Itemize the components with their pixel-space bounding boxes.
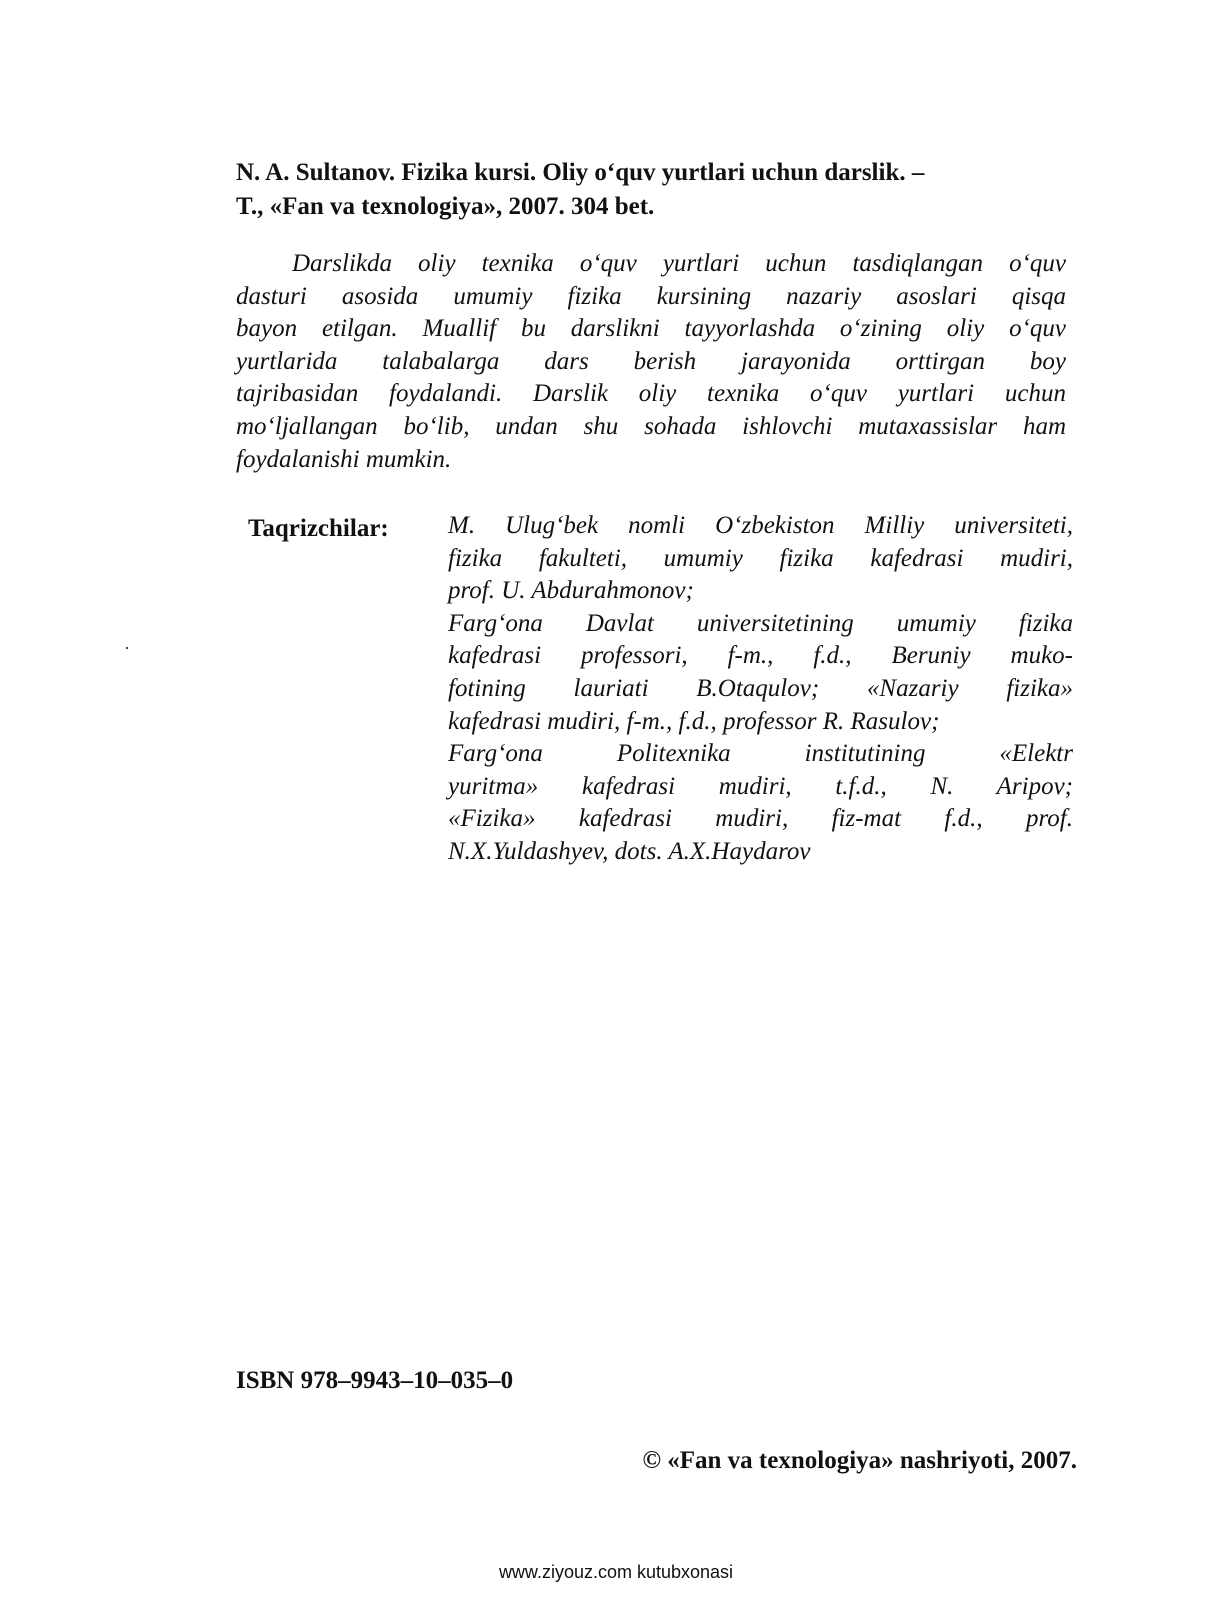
isbn-number: ISBN 978–9943–10–035–0 bbox=[236, 1367, 514, 1394]
abstract-line: Darslikda oliy texnika o‘quv yurtlari uchun tasdiqlangan o‘quv bbox=[292, 250, 1066, 277]
abstract-line: dasturi asosida umumiy fizika kursining nazariy asoslari qisqa bbox=[236, 282, 1066, 310]
reviewers-label: Taqrizchilar: bbox=[248, 515, 389, 542]
bibliographic-entry bbox=[236, 156, 1066, 224]
abstract-line: bayon etilgan. Muallif bu darslikni tayyorlashda o‘zining oliy o‘quv bbox=[236, 315, 1066, 343]
abstract-line: yurtlarida talabalarga dars berish jarayonida orttirgan boy bbox=[236, 347, 1066, 375]
reviewers-list bbox=[448, 510, 1073, 869]
reviewer-line: kafedrasi professori, f-m., f.d., Beruniy muko- bbox=[448, 642, 1073, 670]
reviewer-line: kafedrasi mudiri, f-m., f.d., professor R. Rasulov; bbox=[448, 707, 940, 735]
abstract-line: mo‘ljallangan bo‘lib, undan shu sohada ishlovchi mutaxassislar ham bbox=[236, 412, 1066, 440]
reviewer-line: yuritma» kafedrasi mudiri, t.f.d., N. Aripov; bbox=[448, 772, 1073, 800]
reviewer-line: M. Ulug‘bek nomli O‘zbekiston Milliy universiteti, bbox=[448, 512, 1073, 539]
reviewer-line: «Fizika» kafedrasi mudiri, fiz-mat f.d., prof. bbox=[448, 805, 1073, 833]
speck-mark bbox=[126, 647, 128, 649]
reviewer-line: fizika fakulteti, umumiy fizika kafedrasi mudiri, bbox=[448, 544, 1073, 572]
reviewer-line: N.X.Yuldashyev, dots. A.X.Haydarov bbox=[448, 837, 811, 865]
footer-watermark: www.ziyouz.com kutubxonasi bbox=[498, 1562, 734, 1582]
abstract-line: tajribasidan foydalandi. Darslik oliy texnika o‘quv yurtlari uchun bbox=[236, 380, 1066, 408]
reviewer-line: fotining lauriati B.Otaqulov; «Nazariy fizika» bbox=[448, 674, 1073, 702]
reviewer-line: Farg‘ona Politexnika institutining «Elektr bbox=[448, 740, 1073, 768]
abstract-paragraph bbox=[236, 248, 1066, 476]
bibliographic-line-2: T., «Fan va texnologiya», 2007. 304 bet. bbox=[236, 193, 655, 220]
reviewer-line: prof. U. Abdurahmonov; bbox=[448, 577, 694, 605]
abstract-line: foydalanishi mumkin. bbox=[236, 445, 452, 473]
bibliographic-line-1: N. A. Sultanov. Fizika kursi. Oliy o‘quv yurtlari uchun darslik. – bbox=[236, 159, 925, 186]
reviewer-line: Farg‘ona Davlat universitetining umumiy fizika bbox=[448, 609, 1073, 637]
copyright-notice: © «Fan va texnologiya» nashriyoti, 2007. bbox=[642, 1447, 1077, 1474]
